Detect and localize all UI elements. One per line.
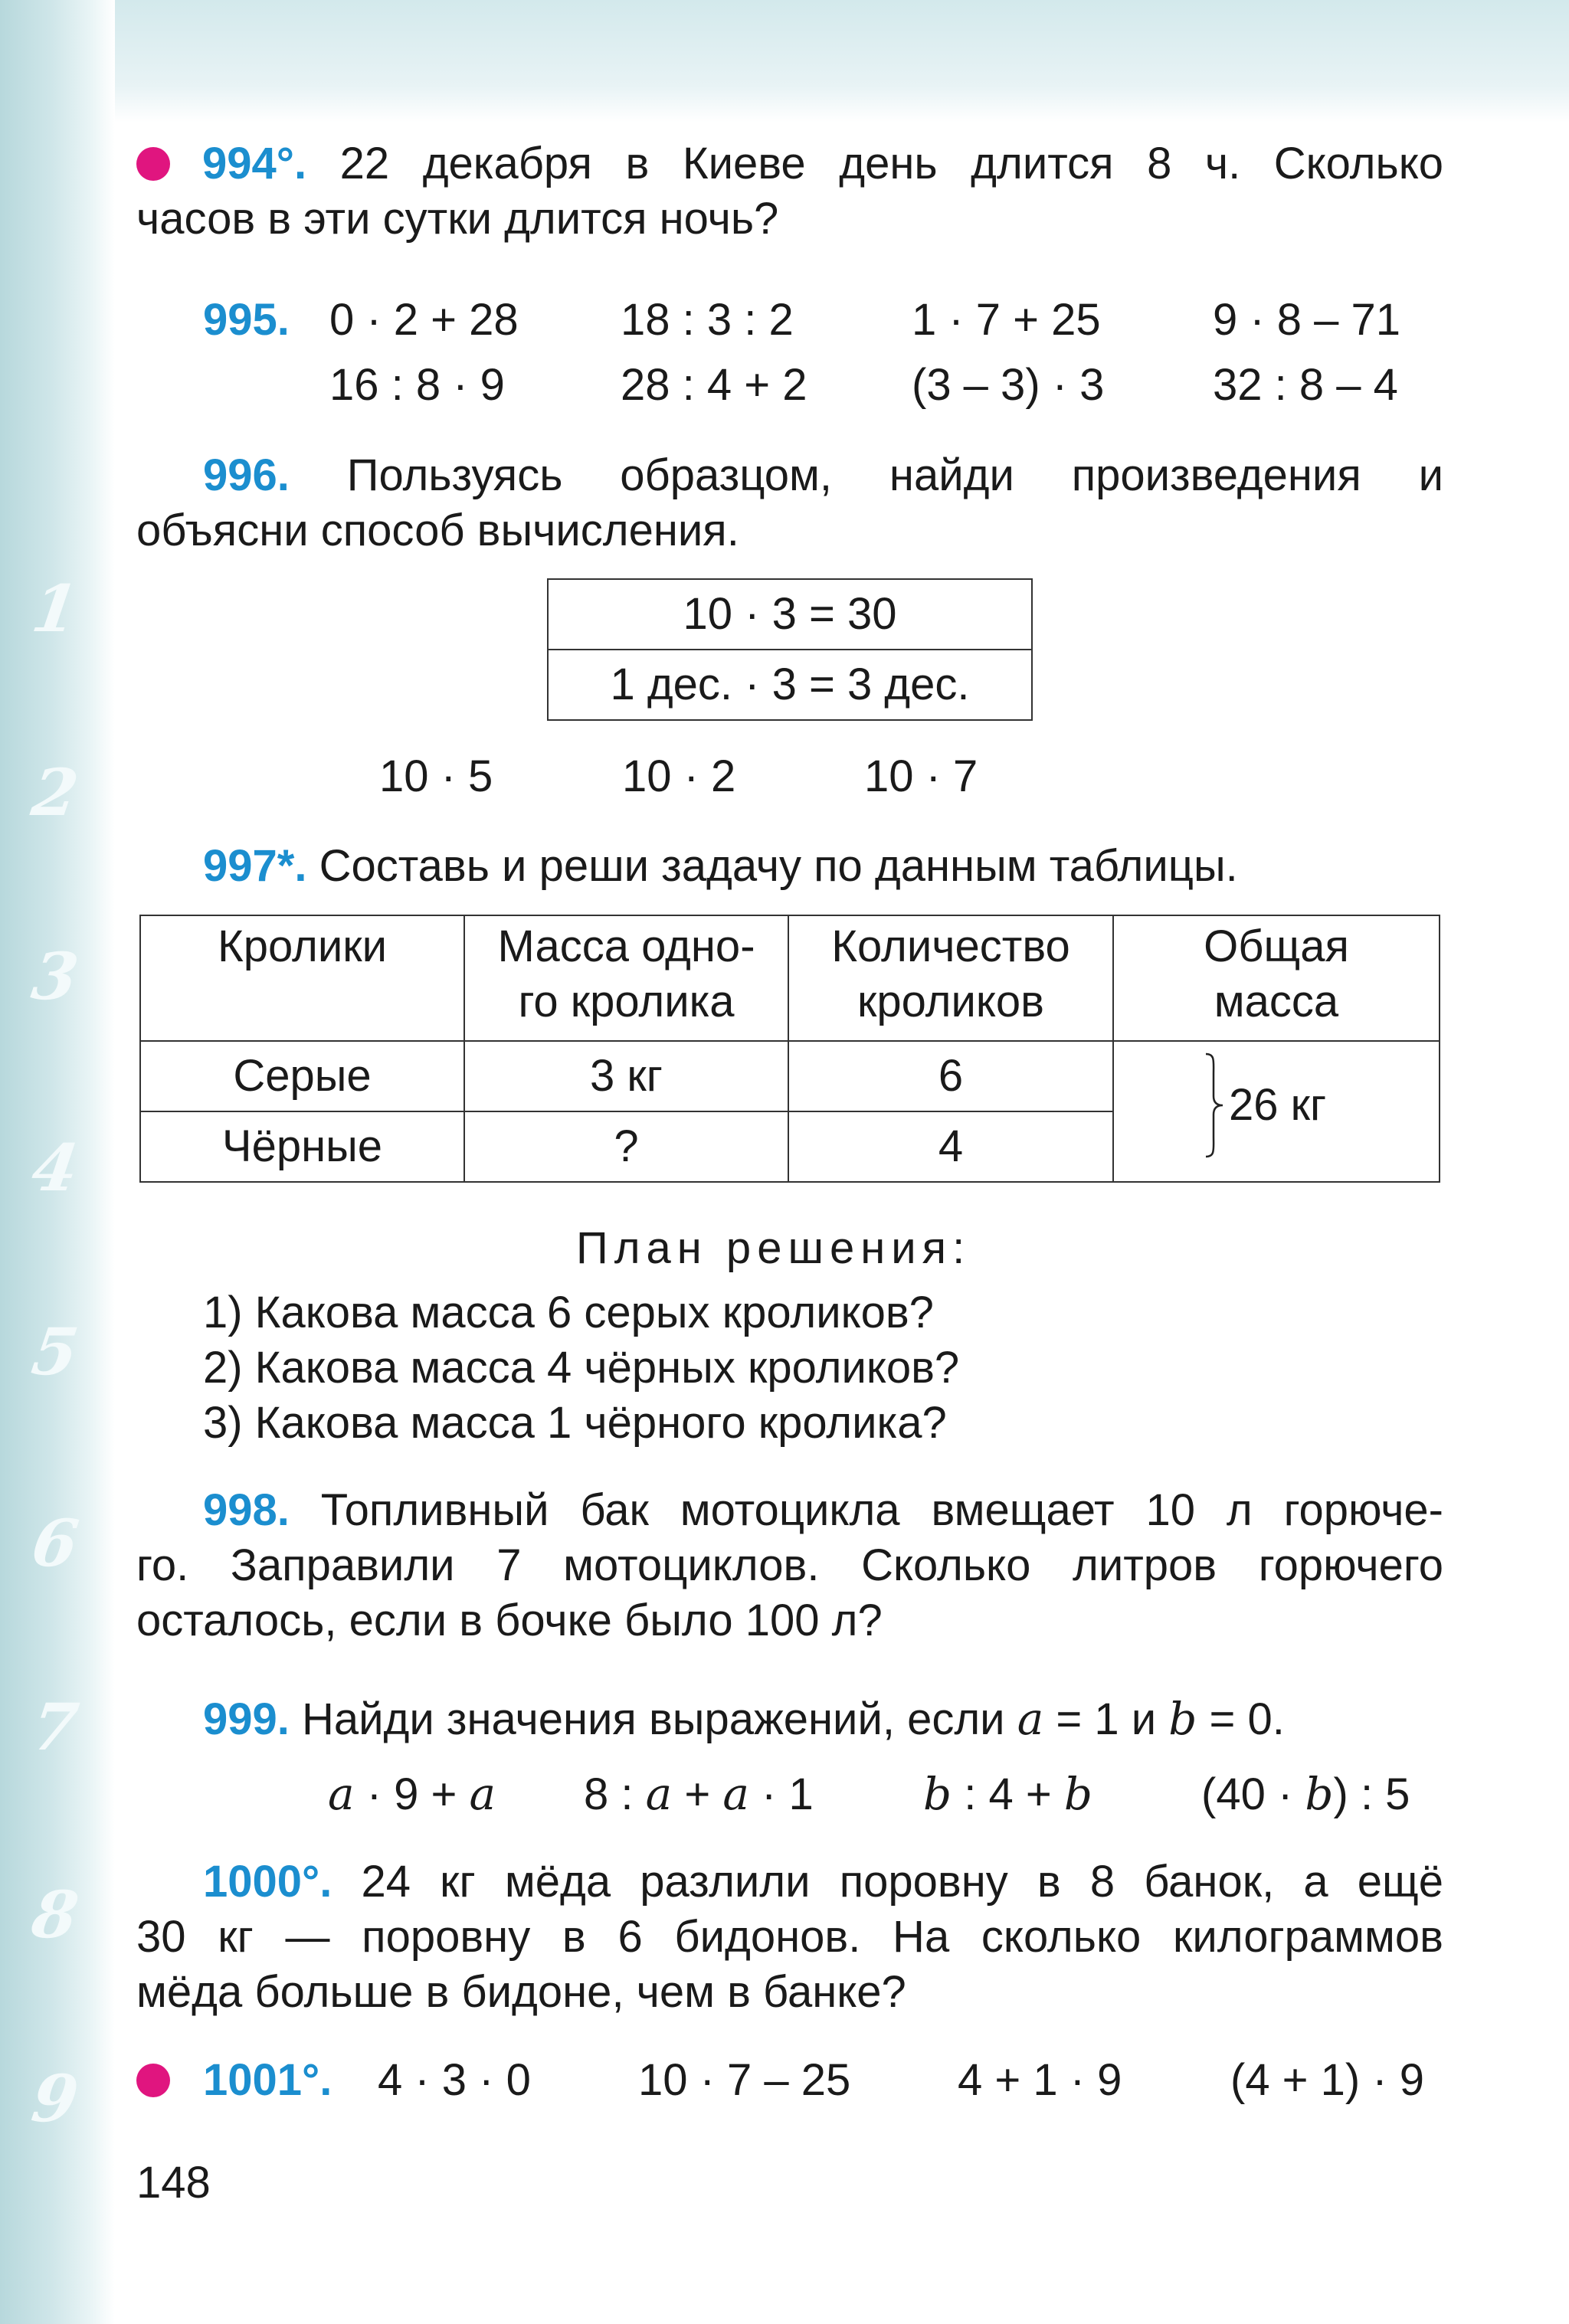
side-number: 8	[27, 1877, 84, 1952]
expression: 32 : 8 – 4	[1213, 360, 1398, 410]
exercise-number: 994°.	[202, 139, 307, 188]
expression: 0 · 2 + 28	[329, 295, 519, 345]
right-brace-icon	[1204, 1052, 1224, 1159]
page-number: 148	[136, 2158, 211, 2208]
expression: 4 + 1 · 9	[958, 2055, 1122, 2105]
expression: 10 · 5	[379, 751, 493, 801]
exercise-text: мёда больше в бидоне, чем в банке?	[136, 1967, 906, 2017]
expression: 10 · 7	[864, 751, 978, 801]
expression: 28 : 4 + 2	[621, 360, 807, 410]
plan-title: План решения:	[576, 1223, 971, 1273]
table-cell: 4	[788, 1111, 1113, 1182]
exercise-number: 996.	[203, 450, 290, 500]
plan-step: 3) Какова масса 1 чёрного кролика?	[203, 1398, 947, 1448]
sample-table	[547, 578, 1033, 721]
table-cell: 6	[788, 1041, 1113, 1111]
table-cell: ?	[464, 1111, 788, 1182]
expression: 16 : 8 · 9	[329, 360, 505, 410]
expression: 9 · 8 – 71	[1213, 295, 1401, 345]
exercise-line	[136, 136, 1443, 191]
total-mass-value: 26 кг	[1229, 1079, 1327, 1130]
side-number: 6	[27, 1505, 84, 1581]
exercise-number: 997*.	[203, 841, 307, 891]
table-row	[140, 1041, 1440, 1111]
expression: 18 : 3 : 2	[621, 295, 794, 345]
variable-b: b	[1168, 1693, 1197, 1745]
exercise-text: объясни способ вычисления.	[136, 506, 739, 555]
exercise-number: 1000°.	[203, 1857, 332, 1907]
exercise-text: Пользуясь образцом, найди произведения и	[346, 450, 1443, 500]
expression: 1 · 7 + 25	[912, 295, 1101, 345]
exercise-text: 22 декабря в Киеве день длится 8 ч. Сколько	[339, 139, 1443, 188]
sample-cell: 1 дес. · 3 = 3 дес.	[548, 650, 1032, 720]
exercise-996	[136, 448, 1443, 558]
exercise-number: 999.	[203, 1694, 290, 1744]
side-number: 5	[27, 1314, 84, 1389]
exercise-text: Топливный бак мотоцикла вмещает 10 л горюче-	[320, 1485, 1444, 1535]
variable-a: a	[1017, 1693, 1044, 1745]
exercise-line	[136, 1854, 1443, 1910]
exercise-text: го. Заправили 7 мотоциклов. Сколько литров горючего	[136, 1540, 1443, 1590]
table-header: Масса одно- го кролика	[464, 915, 788, 1041]
side-number: 2	[27, 754, 84, 830]
header-band	[0, 0, 1569, 123]
exercise-text: осталось, если в бочке было 100 л?	[136, 1596, 883, 1645]
exercise-text: Составь и реши задачу по данным таблицы.	[319, 841, 1238, 891]
exercise-line	[136, 448, 1443, 503]
table-header: Общая масса	[1113, 915, 1440, 1041]
exercise-text: часов в эти сутки длится ночь?	[136, 194, 779, 244]
exercise-1000	[136, 1854, 1443, 2020]
exercise-999-heading: 999. Найди значения выражений, если a = 1 и b = 0.	[203, 1693, 1285, 1745]
table-cell: Чёрные	[140, 1111, 464, 1182]
exercise-994	[136, 136, 1443, 247]
expression: 4 · 3 · 0	[378, 2055, 531, 2105]
expression: (4 + 1) · 9	[1230, 2055, 1425, 2105]
expression: (3 – 3) · 3	[912, 360, 1105, 410]
rabbits-table	[139, 915, 1440, 1183]
total-mass-cell	[1113, 1041, 1440, 1182]
side-number: 7	[27, 1689, 84, 1765]
table-cell: 3 кг	[464, 1041, 788, 1111]
side-number: 4	[27, 1130, 84, 1206]
exercise-997-heading	[203, 839, 1238, 894]
exercise-text: 24 кг мёда разлили поровну в 8 банок, а ещё	[361, 1857, 1444, 1907]
sample-cell: 10 · 3 = 30	[548, 579, 1032, 650]
side-number: 1	[27, 571, 84, 646]
side-number: 3	[27, 938, 84, 1014]
table-cell: Серые	[140, 1041, 464, 1111]
exercise-998	[136, 1483, 1443, 1648]
expression: b : 4 + b	[923, 1768, 1092, 1820]
expression: 10 · 7 – 25	[638, 2055, 851, 2105]
plan-step: 1) Какова масса 6 серых кроликов?	[203, 1288, 934, 1337]
plan-step: 2) Какова масса 4 чёрных кроликов?	[203, 1343, 960, 1393]
exercise-number: 995.	[203, 295, 290, 345]
expression: a · 9 + a	[328, 1768, 496, 1820]
exercise-text: 30 кг — поровну в 6 бидонов. На сколько килограммов	[136, 1912, 1443, 1962]
table-header: Количество кроликов	[788, 915, 1113, 1041]
expression: 8 : a + a · 1	[584, 1768, 814, 1820]
exercise-number: 998.	[203, 1485, 290, 1535]
expression: (40 · b) : 5	[1201, 1768, 1410, 1820]
table-header: Кролики	[140, 915, 464, 1041]
expression: 10 · 2	[622, 751, 736, 801]
exercise-line	[136, 1483, 1443, 1538]
bullet-marker	[136, 2064, 170, 2097]
side-number: 9	[27, 2061, 84, 2136]
exercise-number: 1001°.	[203, 2055, 332, 2105]
